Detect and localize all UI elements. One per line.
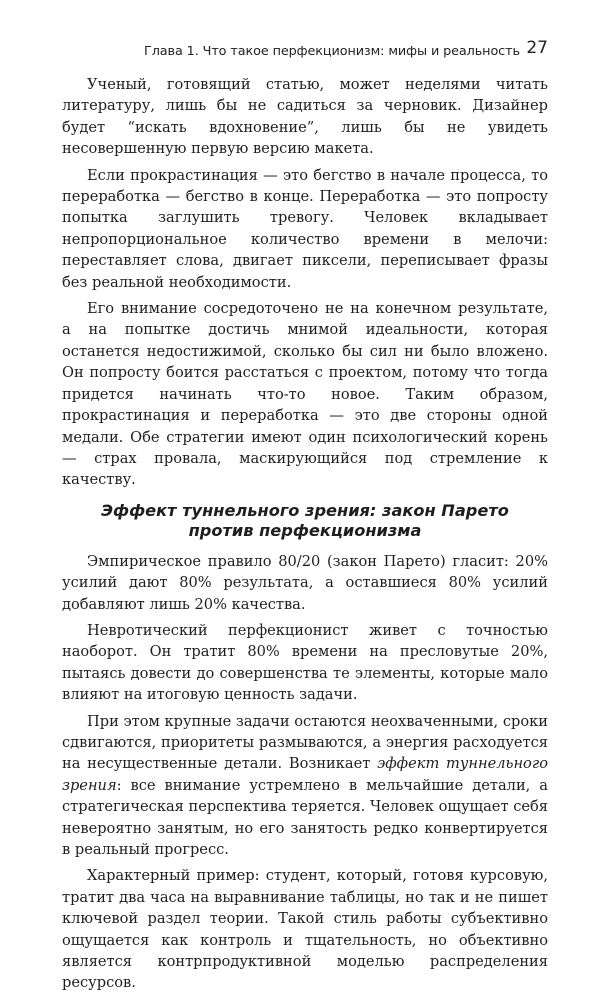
section-heading: [62, 501, 548, 541]
body-text: [62, 74, 548, 999]
paragraph: Характерный пример: студент, который, готовя курсовую, тратит два часа на выравнивание таблицы, но так и не пишет ключевой раздел теории. Такой стиль работы субъективно ощущается как контроль и тщательность, но объективно является контрпродуктивной моделью распределения ресурсов.: [62, 867, 548, 992]
paragraph: Если прокрастинация — это бегство в начале процесса, то переработка — бегство в конце. Переработка — это попросту попытка заглушить тревогу. Человек вкладывает непропорциональное количество времени в мелочи: переставляет слова, двигает пиксели, переписывает фразы без реальной необходимости.: [62, 166, 548, 291]
running-header: [58, 38, 548, 60]
section-heading-line: Эффект туннельного зрения: закон Парето: [101, 500, 509, 520]
paragraph: Ученый, готовящий статью, может неделями читать литературу, лишь бы не садиться за черновик. Дизайнер будет “искать вдохновение”, лишь бы не увидеть несовершенную первую версию макета.: [62, 76, 548, 158]
chapter-running-title: Глава 1. Что такое перфекционизм: мифы и реальность: [144, 44, 520, 59]
paragraph: Эмпирическое правило 80/20 (закон Парето) гласит: 20% усилий дают 80% результата, а оставшиеся 80% усилий добавляют лишь 20% качества.: [62, 552, 548, 613]
section-heading-line: против перфекционизма: [188, 520, 422, 540]
paragraph-text: : все внимание устремлено в мельчайшие детали, а стратегическая перспектива теряется. Человек ощущает себя невероятно занятым, но его занятость редко конвертируется в реальный прогресс.: [62, 776, 548, 858]
paragraph: Его внимание сосредоточено не на конечном результате, а на попытке достичь мнимой идеальности, которая останется недостижимой, сколько бы сил ни было вложено. Он попросту боится расстаться с проектом, потому что тогда придется начинать что-то новое. Таким образом, прокрастинация и переработка — это две стороны одной медали. Обе стратегии имеют один психологический корень — страх провала, маскирующийся под стремление к качеству.: [62, 300, 548, 489]
emphasized-term: эффект туннельного зрения: [62, 755, 549, 794]
paragraph: Невротический перфекционист живет с точностью наоборот. Он тратит 80% времени на пресловутые 20%, пытаясь довести до совершенства те элементы, которые мало влияют на итоговую ценность задачи.: [62, 621, 548, 704]
page-number: 27: [526, 38, 548, 58]
paragraph: [62, 711, 548, 861]
paragraph-text: При этом крупные задачи остаются неохваченными, сроки сдвигаются, приоритеты размываются, а энергия расходуется на несущественные детали. Возникает: [62, 712, 548, 773]
